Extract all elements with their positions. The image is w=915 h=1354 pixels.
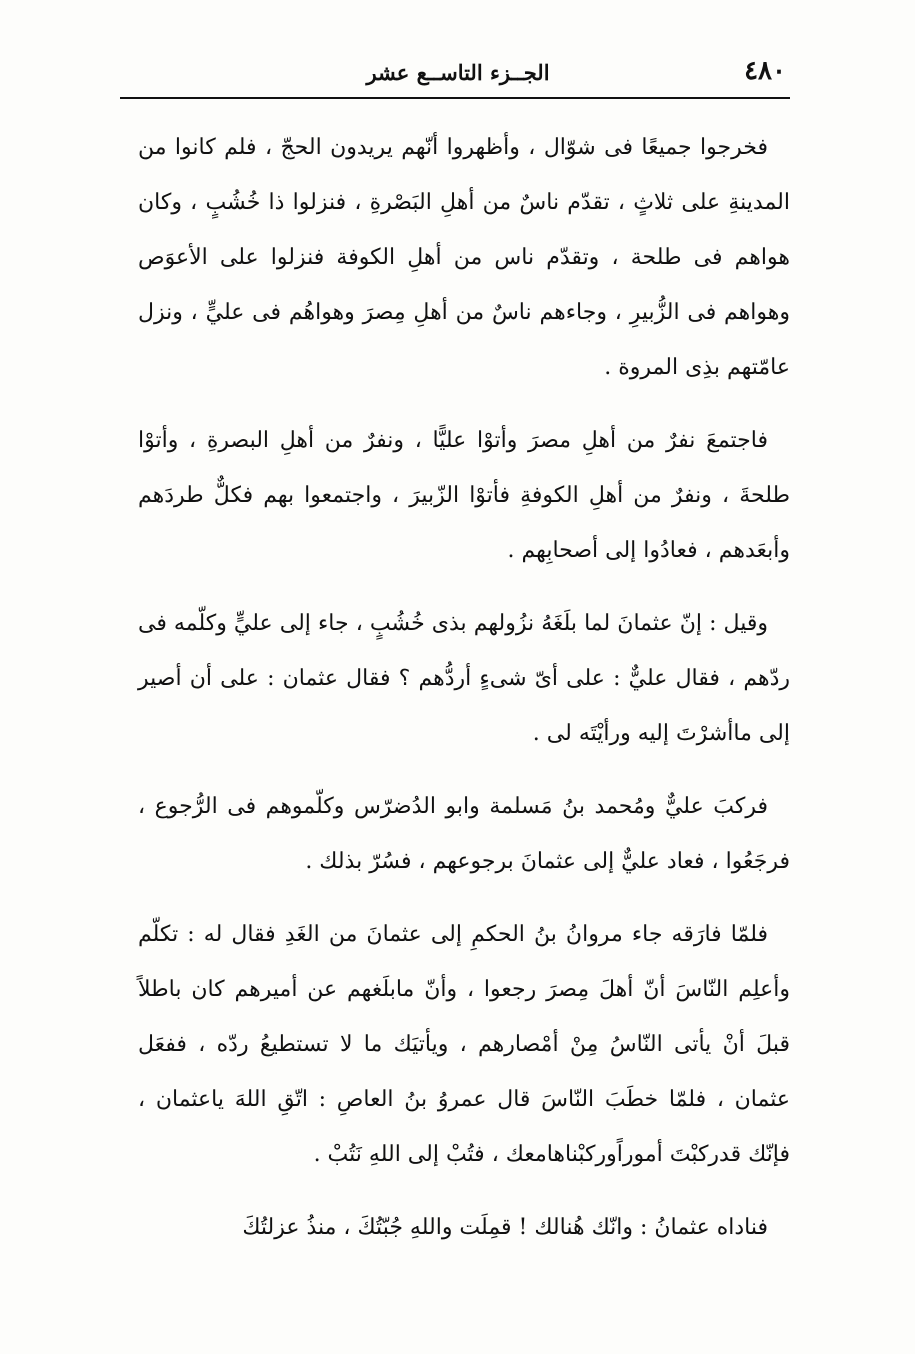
paragraph: فلمّا فارَقه جاء مروانُ بنُ الحكمِ إلى عثمانَ من الغَدِ فقال له : تكلّم وأعلِم النّاسَ أنّ أهلَ مِصرَ رجعوا ، وأنّ مابلَغهم عن أميرهم كان باطلاً قبلَ أنْ يأتى النّاسُ مِنْ أمْصارهم ، ويأتيَك ما لا تستطيعُ ردّه ، ففعَل عثمان ، فلمّا خطَبَ النّاسَ قال عمروُ بنُ العاصِ : اتّقِ اللهَ ياعثمان ، فإنّك قدركبْتَ أموراًوركبْناهامعك ، فتُبْ إلى اللهِ نَتُبْ . [138, 922, 790, 1167]
paragraph: فناداه عثمانُ : وانّك هُنالك ! قمِلَت واللهِ جُبّتُكَ ، منذُ عزلتُكَ [242, 1215, 768, 1240]
header-rule [120, 97, 790, 99]
page-number: ٤٨٠ [744, 56, 786, 86]
paragraph: فاجتمعَ نفرٌ من أهلِ مصرَ وأتوْا عليًّا ، ونفرٌ من أهلِ البصرةِ ، وأتوْا طلحةَ ، ونفرٌ من أهلِ الكوفةِ فأتوْا الزّبيرَ ، واجتمعوا بهم فكلٌّ طردَهم وأبعَدهم ، فعادُوا إلى أصحابِهم . [138, 428, 790, 563]
body-text [138, 120, 790, 1255]
running-title: الجــزء التاســع عشر [366, 60, 550, 85]
paragraph: فركبَ عليٌّ ومُحمد بنُ مَسلمة وابو الدُضرّس وكلّموهم فى الرُّجوع ، فرجَعُوا ، فعاد عليٌّ إلى عثمانَ برجوعهم ، فسُرّ بذلك . [138, 794, 790, 874]
paragraph: وقيل : إنّ عثمانَ لما بلَغَهُ نزُولهم بذى خُشُبٍ ، جاء إلى عليٍّ وكلّمه فى ردّهم ، فقال عليٌّ : على أىّ شىءٍ أردُّهم ؟ فقال عثمان : على أن أصير إلى ماأشرْتَ إليه ورأيْتَه لى . [138, 611, 790, 746]
page-header [118, 52, 798, 92]
paragraph: فخرجوا جميعًا فى شوّال ، وأظهروا أنّهم يريدون الحجّ ، فلم كانوا من المدينةِ على ثلاثٍ ، تقدّم ناسٌ من أهلِ البَصْرةِ ، فنزلوا ذا خُشُبٍ ، وكان هواهم فى طلحة ، وتقدّم ناس من أهلِ الكوفة فنزلوا على الأعوَص وهواهم فى الزُّبيرِ ، وجاءهم ناسٌ من أهلِ مِصرَ وهواهُم فى عليٍّ ، ونزل عامّتهم بذِى المروة . [138, 135, 790, 380]
